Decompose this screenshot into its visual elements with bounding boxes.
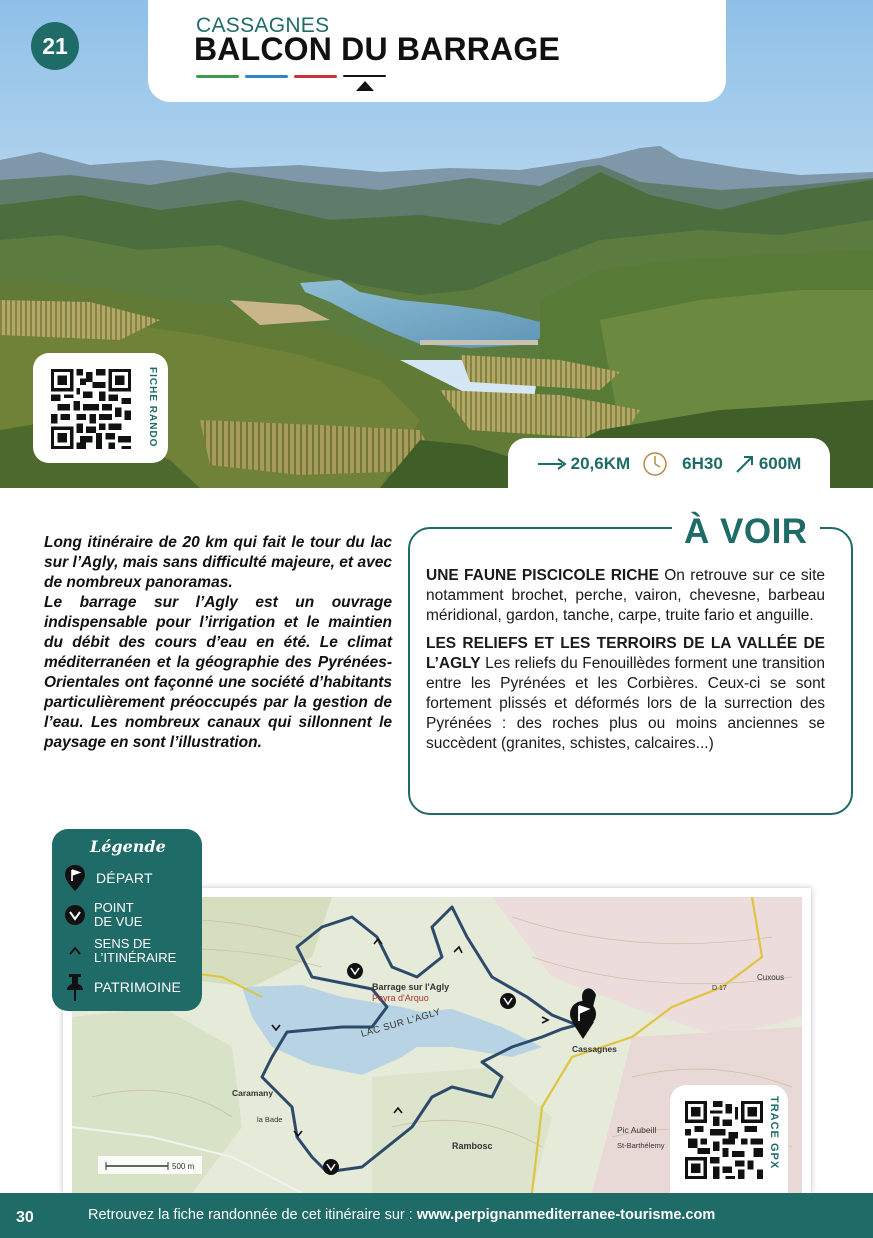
footer-caption: Retrouvez la fiche randonnée de cet itinéraire sur : xyxy=(88,1207,417,1223)
difficulty-blue xyxy=(245,75,288,78)
qr-fiche-rando-label: FICHE RANDO xyxy=(147,367,158,448)
intro-paragraph-1: Long itinéraire de 20 km qui fait le tour du lac sur l’Agly, mais sans difficulté majeure, et avec de nombreux panoramas. xyxy=(44,534,392,591)
stat-distance xyxy=(537,454,631,474)
start-flag-icon xyxy=(64,864,86,892)
a-voir-item-2-text: Les reliefs du Fenouillèdes forment une transition entre les Pyrénées et les Corbières. Ceux-ci se sont fortement plissés et déformés lors de la surrection des Pyrénées : des roches plus ou moins anciennes se succèdent (granites, schistes, calcaires...) xyxy=(426,655,825,752)
map-label-pic: Pic Aubeill xyxy=(617,1125,657,1135)
difficulty-indicator xyxy=(196,75,386,78)
legend-viewpoint-line1: POINT xyxy=(94,900,134,915)
map-label-labade: la Bade xyxy=(257,1115,283,1124)
heritage-pin-icon xyxy=(64,972,86,1002)
legend-item-direction xyxy=(64,937,176,965)
legend-viewpoint-line2: DE VUE xyxy=(94,914,143,929)
page-number: 30 xyxy=(16,1209,34,1226)
hike-number: 21 xyxy=(42,32,68,59)
hike-number-badge xyxy=(31,22,79,70)
map-label-road: D 17 xyxy=(712,985,727,992)
difficulty-black-selected xyxy=(343,75,386,77)
map-legend xyxy=(52,829,202,1011)
commune-name: CASSAGNES xyxy=(196,14,330,37)
map-label-lake: LAC SUR L'AGLY xyxy=(359,1006,443,1040)
scale-bar xyxy=(98,1156,202,1174)
map-label-dam: Barrage sur l'Agly xyxy=(372,982,450,992)
map-label-peyra: Peyra d'Arquo xyxy=(372,993,429,1003)
a-voir-item-2 xyxy=(426,634,825,754)
map-label-caramany: Caramany xyxy=(232,1088,274,1098)
legend-start-label: DÉPART xyxy=(96,870,153,886)
duration-value: 6H30 xyxy=(682,454,723,473)
intro-paragraph-2: Le barrage sur l’Agly est un ouvrage indispensable pour l’irrigation et le maintien du débit des cours d’eau en été. Le climat méditerranéen et la géographie des Pyrénées-Orientales ont façonné une société d’habitants particulièrement préoccupés par la gestion de l’eau. Les nombreux canaux qui sillonnent le paysage en sont l’illustration. xyxy=(44,594,392,751)
map-label-st-barthelemy: St-Barthélemy xyxy=(617,1141,665,1150)
qr-code-icon xyxy=(51,369,131,449)
legend-direction-line2: L’ITINÉRAIRE xyxy=(94,950,177,965)
stat-duration xyxy=(642,451,723,477)
a-voir-title: À VOIR xyxy=(672,512,820,552)
arrow-right-icon xyxy=(537,457,567,471)
direction-chevron-icon xyxy=(64,943,86,959)
footer-text xyxy=(88,1207,715,1223)
legend-title: Légende xyxy=(90,837,166,856)
a-voir-item-1 xyxy=(426,566,825,626)
difficulty-green xyxy=(196,75,239,78)
viewpoint-icon xyxy=(64,904,86,926)
legend-heritage-label: PATRIMOINE xyxy=(94,979,182,995)
difficulty-red xyxy=(294,75,337,78)
distance-value: 20,6KM xyxy=(570,454,631,473)
legend-item-start xyxy=(64,864,153,892)
stats-card xyxy=(508,438,830,490)
title-card xyxy=(148,0,726,102)
a-voir-item-1-text: On retrouve sur ce site notamment brochet, perche, vairon, chevesne, barbeau méridional, gardon, tanche, carpe, truite fario et anguille. xyxy=(426,567,826,624)
scale-label: 500 m xyxy=(172,1162,195,1171)
map-label-cuxous: Cuxous xyxy=(757,973,785,982)
hike-title: BALCON DU BARRAGE xyxy=(194,31,561,67)
a-voir-item-1-heading: UNE FAUNE PISCICOLE RICHE xyxy=(426,567,659,584)
qr-code-icon xyxy=(685,1101,763,1179)
legend-item-heritage xyxy=(64,972,181,1002)
legend-direction-line1: SENS DE xyxy=(94,936,152,951)
clock-icon xyxy=(642,451,668,477)
a-voir-content xyxy=(426,566,825,762)
footer-url-link[interactable]: www.perpignanmediterranee-tourisme.com xyxy=(416,1207,716,1223)
legend-item-viewpoint xyxy=(64,901,142,929)
intro-text xyxy=(44,533,392,753)
legend-viewpoint-label xyxy=(94,901,142,929)
a-voir-item-2-heading: LES RELIEFS ET LES TERROIRS DE LA VALLÉE DE L’AGLY xyxy=(426,635,825,672)
qr-trace-gpx-label: TRACE GPX xyxy=(768,1096,780,1170)
map-label-rambosc: Rambosc xyxy=(452,1141,493,1151)
stat-elevation xyxy=(735,454,802,474)
legend-direction-label xyxy=(94,937,176,965)
footer xyxy=(0,1193,873,1238)
elevation-value: 600M xyxy=(758,454,802,473)
map-label-cassagnes: Cassagnes xyxy=(572,1044,617,1054)
arrow-up-right-icon xyxy=(735,454,755,474)
